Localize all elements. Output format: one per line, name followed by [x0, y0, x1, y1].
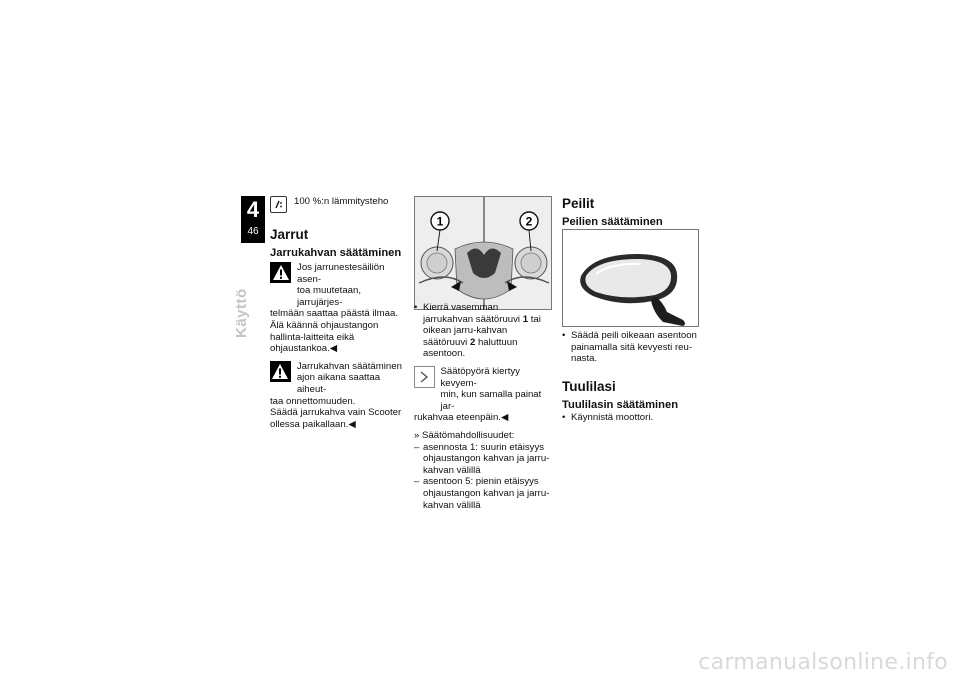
- end-mark: ◀: [500, 412, 509, 424]
- adjust-text-a: Kierrä vasemman jarrukahvan säätöruuvi: [423, 302, 523, 325]
- note-pointer-icon: [414, 366, 435, 388]
- heat-row: [270, 196, 406, 213]
- warning-1-line-1: Jos jarrunestesäiliön asen-: [297, 262, 385, 285]
- end-mark: ◀: [348, 418, 356, 430]
- dash-1-text: asennosta 1: suurin etäisyys ohjaustangon kahvan ja jarru-kahvan välillä: [423, 441, 550, 476]
- mirror-instruction: • Säädä peili oikeaan asentoon painamalla sitä kevyesti reu-nasta.: [562, 330, 697, 365]
- mirror-illustration: [562, 229, 699, 327]
- mirror-subtitle: Peilien säätäminen: [562, 216, 663, 228]
- warning-2-text: taa onnettomuuden.: [270, 395, 356, 407]
- section-side-label: Käyttö: [233, 288, 250, 338]
- warning-1-text: telmään saattaa päästä ilmaa. Älä käännä ohjaustangon hallinta-laitteita eikä ohjaustankoa.: [270, 308, 398, 355]
- heated-grip-icon: [270, 196, 287, 213]
- warning-2-line-1: Jarrukahvan säätäminen: [296, 360, 402, 372]
- adjust-instruction: • Kierrä vasemman jarrukahvan säätöruuvi 1 tai oikean jarru-kahvan säätöruuvi 2 haluttuun asentoon.: [414, 302, 541, 360]
- adjust-text-b: tai oikean jarru-kahvan säätöruuvi: [423, 313, 541, 348]
- windshield-instruction-text: Käynnistä moottori.: [571, 411, 654, 423]
- windshield-instruction: • Käynnistä moottori.: [562, 411, 654, 423]
- warning-block-1: [270, 262, 406, 355]
- warning-1-line-2: toa muutetaan, jarrujärjes-: [297, 285, 362, 308]
- note-line-2: min, kun samalla painat jar-: [440, 389, 542, 412]
- heat-level-text: 100 %:n lämmitysteho: [294, 196, 389, 207]
- brakes-title: Jarrut: [270, 227, 309, 242]
- dash-item-1: – asennosta 1: suurin etäisyys ohjaustangon kahvan ja jarru-kahvan välillä: [414, 441, 550, 476]
- note-line-1: Säätöpyörä kiertyy kevyem-: [440, 365, 520, 389]
- note-text: rukahvaa eteenpäin.: [414, 412, 501, 424]
- warning-triangle-icon: [270, 262, 291, 283]
- dash-item-2: – asentoon 5: pienin etäisyys ohjaustangon kahvan ja jarru-kahvan välillä: [414, 476, 550, 511]
- windshield-subtitle: Tuulilasin säätäminen: [562, 398, 679, 411]
- mirror-instruction-text: Säädä peili oikeaan asentoon painamalla sitä kevyesti reu-nasta.: [571, 330, 697, 365]
- adjust-text-c: haluttuun asentoon.: [423, 336, 518, 360]
- windshield-title: Tuulilasi: [562, 378, 616, 394]
- column-mirrors: [562, 196, 698, 229]
- adjust-ref-1: 1: [522, 313, 529, 325]
- end-mark: ◀: [329, 343, 338, 355]
- dash-2-text: asentoon 5: pienin etäisyys ohjaustangon kahvan ja jarru-kahvan välillä: [423, 476, 550, 511]
- mirrors-title: Peilit: [562, 196, 595, 211]
- column-brake-adjust: [414, 302, 550, 511]
- warning-triangle-icon: [270, 361, 291, 382]
- warning-block-2: [270, 361, 406, 431]
- result-line: » Säätömahdollisuudet:: [414, 429, 515, 441]
- brake-adjuster-drawing: [415, 197, 552, 310]
- column-mirrors-text: [562, 330, 698, 423]
- callout-2-label: 2: [525, 214, 533, 229]
- note-block: [414, 366, 550, 424]
- column-brakes: [270, 196, 406, 430]
- page-number: 46: [247, 226, 259, 237]
- warning-2-line-2: ajon aikana saattaa aiheut-: [296, 372, 381, 395]
- brake-lever-subtitle: Jarrukahvan säätäminen: [270, 247, 402, 259]
- brake-lever-illustration: [414, 196, 552, 310]
- watermark-text: carmanualsonline.info: [698, 650, 948, 675]
- callout-1-label: 1: [436, 214, 444, 229]
- warning-2-instruction: Säädä jarrukahva vain Scooter ollessa paikallaan.: [270, 407, 402, 430]
- adjust-ref-2: 2: [469, 336, 476, 348]
- mirror-drawing: [563, 230, 699, 327]
- chapter-number: 4: [246, 197, 260, 222]
